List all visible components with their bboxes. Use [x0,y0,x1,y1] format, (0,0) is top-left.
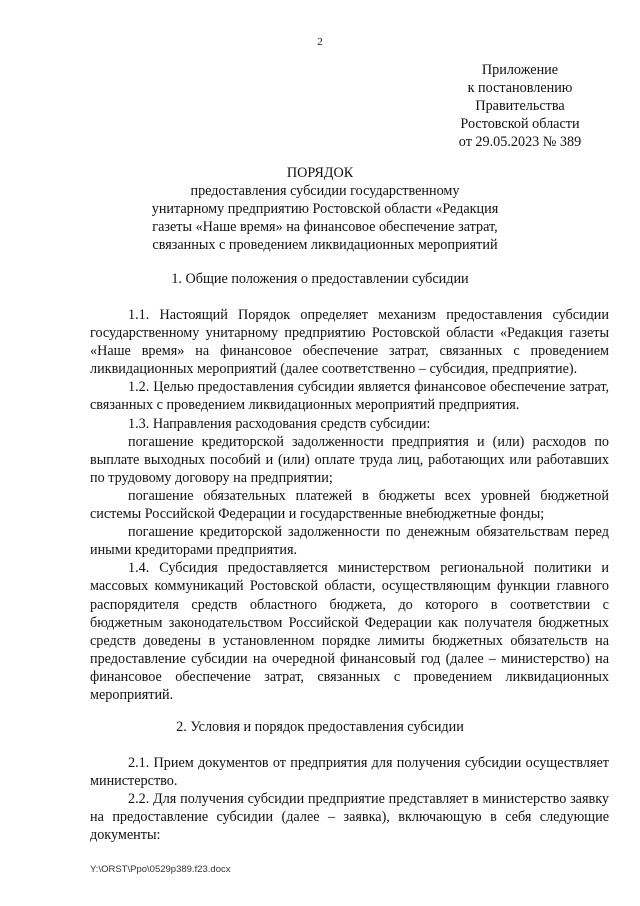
appendix-line: к постановлению [467,80,573,96]
appendix-line: Ростовской области [460,116,580,132]
section-1-heading: 1. Общие положения о предоставлении субсидии [171,271,469,287]
paragraph-2-2: 2.2. Для получения субсидии предприятие представляет в министерство заявку на предоставление субсидии (далее – заявка), включающую в себя следующие документы: [90,791,609,844]
page-number: 2 [317,36,323,48]
paragraph-2-1: 2.1. Прием документов от предприятия для получения субсидии осуществляет министерство. [90,755,609,790]
subtitle-line: унитарному предприятию Ростовской области «Редакция [151,201,499,217]
subtitle-line: газеты «Наше время» на финансовое обеспечение затрат, [152,219,498,235]
footer-file-path: Y:\ORST\Ppo\0529p389.f23.docx [90,864,231,875]
paragraph-1-3-item: погашение кредиторской задолженности предприятия и (или) расходов по выплате выходных пособий и (или) оплате труда лиц, работающих или работавших по трудовому договору на предприятии; [90,433,609,486]
document-title: ПОРЯДОК [286,165,354,181]
document-subtitle [110,182,540,254]
subtitle-line: связанных с проведением ликвидационных мероприятий [152,237,498,253]
paragraph-1-4: 1.4. Субсидия предоставляется министерством региональной политики и массовых коммуникаций Ростовской области, осуществляющим функции главного распорядителя средств областного бюджета, до которого в соответствии с бюджетным законодательством Российской Федерации как получателя бюджетных средств доведены в установленном порядке лимиты бюджетных обязательств на предоставление субсидии на очередной финансовый год (далее – министерство) на финансовое обеспечение затрат, связанных с проведением ликвидационных мероприятий. [90,560,609,703]
appendix-line: Правительства [475,98,565,114]
subtitle-line: предоставления субсидии государственному [190,183,460,199]
paragraph-1-2: 1.2. Целью предоставления субсидии является финансовое обеспечение затрат, связанных с проведением ликвидационных мероприятий предприятия. [90,379,609,414]
paragraph-1-3-item: погашение кредиторской задолженности по денежным обязательствам перед иными кредиторами предприятия. [90,524,609,559]
paragraph-1-3-item: погашение обязательных платежей в бюджеты всех уровней бюджетной системы Российской Федерации и государственные внебюджетные фонды; [90,487,609,523]
paragraph-1-1: 1.1. Настоящий Порядок определяет механизм предоставления субсидии государственному унитарному предприятию Ростовской области «Редакция газеты «Наше время» на финансовое обеспечение затрат, связанных с проведением ликвидационных мероприятий (далее соответственно – субсидия, предприятие). [90,307,609,378]
appendix-block [430,61,610,151]
section-2-body [90,754,609,844]
section-1-body [90,306,609,704]
section-2-heading: 2. Условия и порядок предоставления субсидии [176,719,464,735]
appendix-line: Приложение [481,62,559,78]
appendix-date-line: от 29.05.2023 № 389 [458,134,582,150]
paragraph-1-3: 1.3. Направления расходования средств субсидии: [128,415,431,432]
